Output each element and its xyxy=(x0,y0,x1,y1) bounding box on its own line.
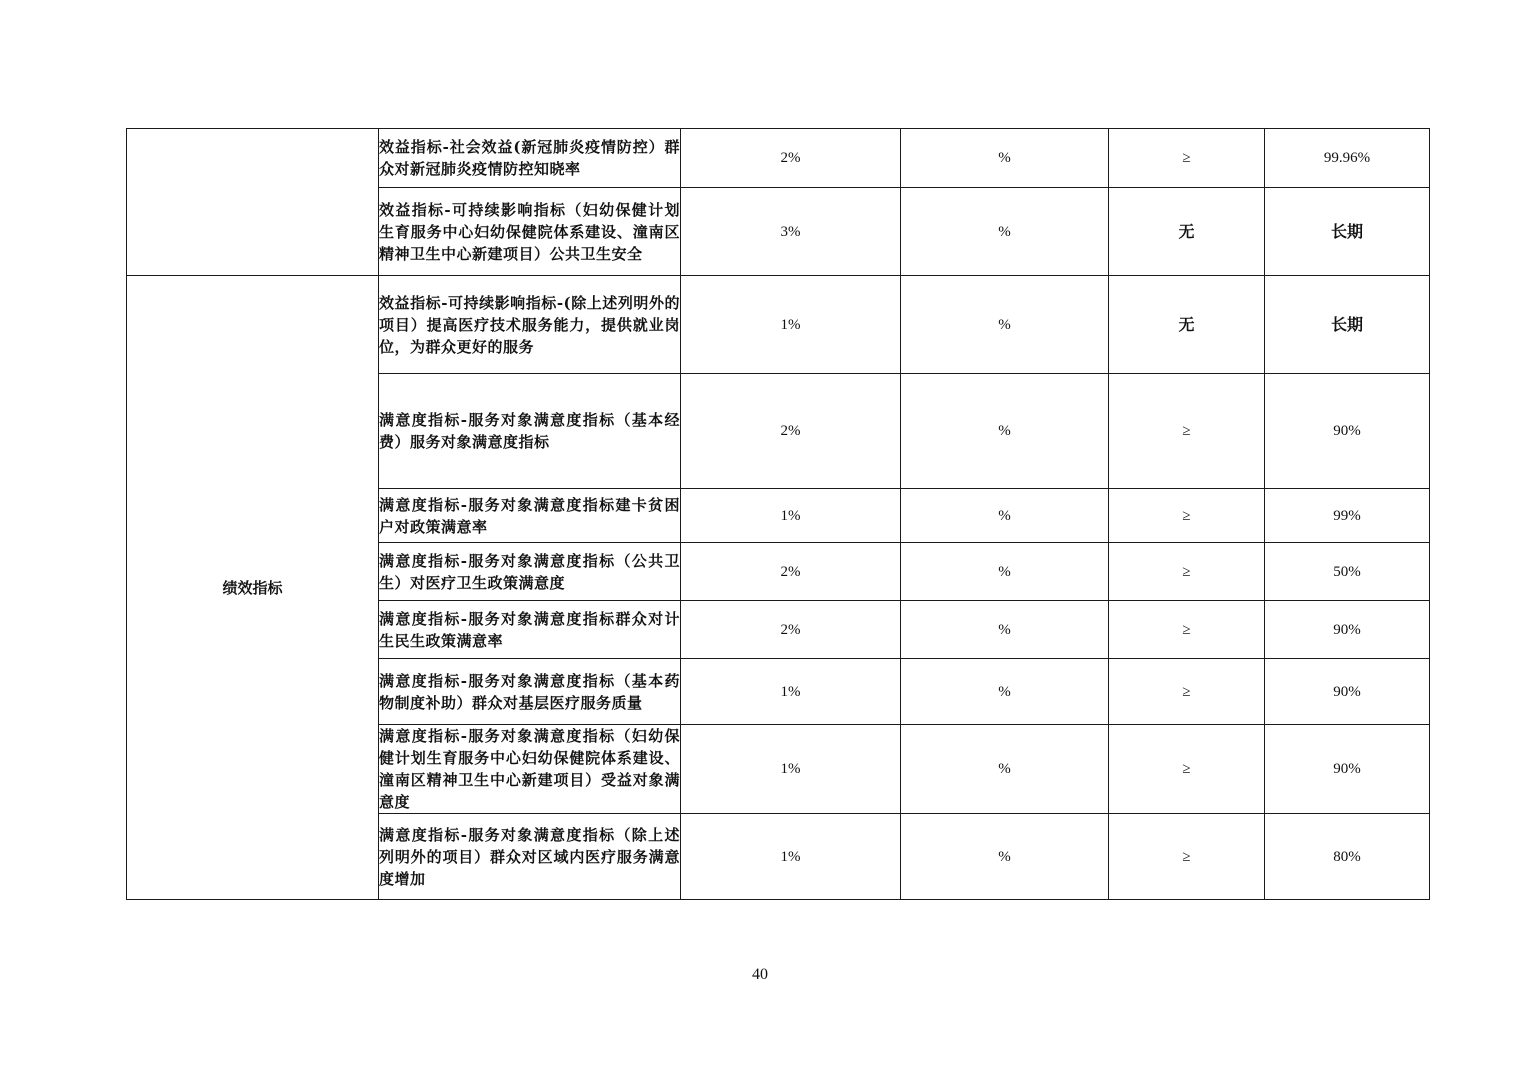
target-cell: 长期 xyxy=(1265,276,1430,374)
indicator-cell: 满意度指标-服务对象满意度指标建卡贫困户对政策满意率 xyxy=(379,489,681,543)
unit-cell: % xyxy=(901,489,1109,543)
target-cell: 99.96% xyxy=(1265,129,1430,188)
weight-cell: 1% xyxy=(681,725,901,814)
indicator-cell: 满意度指标-服务对象满意度指标（除上述列明外的项目）群众对区域内医疗服务满意度增加 xyxy=(379,814,681,900)
operator-cell: ≥ xyxy=(1109,601,1265,659)
weight-cell: 1% xyxy=(681,659,901,725)
table-row xyxy=(127,129,1430,188)
operator-cell: ≥ xyxy=(1109,659,1265,725)
operator-cell: ≥ xyxy=(1109,489,1265,543)
indicator-cell: 效益指标-可持续影响指标-(除上述列明外的项目）提高医疗技术服务能力，提供就业岗位，为群众更好的服务 xyxy=(379,276,681,374)
target-cell: 80% xyxy=(1265,814,1430,900)
blank-category-cell xyxy=(127,129,379,276)
unit-cell: % xyxy=(901,659,1109,725)
target-cell: 长期 xyxy=(1265,188,1430,276)
operator-cell: ≥ xyxy=(1109,129,1265,188)
target-cell: 90% xyxy=(1265,725,1430,814)
weight-cell: 1% xyxy=(681,276,901,374)
indicator-cell: 满意度指标-服务对象满意度指标（基本经费）服务对象满意度指标 xyxy=(379,374,681,489)
indicator-cell: 满意度指标-服务对象满意度指标（妇幼保健计划生育服务中心妇幼保健院体系建设、潼南区精神卫生中心新建项目）受益对象满意度 xyxy=(379,725,681,814)
unit-cell: % xyxy=(901,188,1109,276)
unit-cell: % xyxy=(901,543,1109,601)
weight-cell: 2% xyxy=(681,374,901,489)
weight-cell: 2% xyxy=(681,129,901,188)
target-cell: 90% xyxy=(1265,601,1430,659)
unit-cell: % xyxy=(901,601,1109,659)
group-label-cell: 绩效指标 xyxy=(127,276,379,900)
unit-cell: % xyxy=(901,276,1109,374)
weight-cell: 2% xyxy=(681,601,901,659)
target-cell: 50% xyxy=(1265,543,1430,601)
weight-cell: 1% xyxy=(681,489,901,543)
table-row xyxy=(127,276,1430,374)
operator-cell: 无 xyxy=(1109,276,1265,374)
indicator-cell: 满意度指标-服务对象满意度指标（基本药物制度补助）群众对基层医疗服务质量 xyxy=(379,659,681,725)
indicator-cell: 效益指标-社会效益(新冠肺炎疫情防控）群众对新冠肺炎疫情防控知晓率 xyxy=(379,129,681,188)
unit-cell: % xyxy=(901,374,1109,489)
unit-cell: % xyxy=(901,725,1109,814)
operator-cell: ≥ xyxy=(1109,725,1265,814)
page-number: 40 xyxy=(752,966,768,983)
weight-cell: 2% xyxy=(681,543,901,601)
operator-cell: ≥ xyxy=(1109,814,1265,900)
unit-cell: % xyxy=(901,814,1109,900)
target-cell: 90% xyxy=(1265,374,1430,489)
indicator-cell: 效益指标-可持续影响指标（妇幼保健计划生育服务中心妇幼保健院体系建设、潼南区精神卫生中心新建项目）公共卫生安全 xyxy=(379,188,681,276)
operator-cell: 无 xyxy=(1109,188,1265,276)
performance-indicator-table xyxy=(126,128,1430,900)
indicator-cell: 满意度指标-服务对象满意度指标群众对计生民生政策满意率 xyxy=(379,601,681,659)
weight-cell: 1% xyxy=(681,814,901,900)
operator-cell: ≥ xyxy=(1109,374,1265,489)
indicator-cell: 满意度指标-服务对象满意度指标（公共卫生）对医疗卫生政策满意度 xyxy=(379,543,681,601)
operator-cell: ≥ xyxy=(1109,543,1265,601)
target-cell: 90% xyxy=(1265,659,1430,725)
target-cell: 99% xyxy=(1265,489,1430,543)
weight-cell: 3% xyxy=(681,188,901,276)
unit-cell: % xyxy=(901,129,1109,188)
